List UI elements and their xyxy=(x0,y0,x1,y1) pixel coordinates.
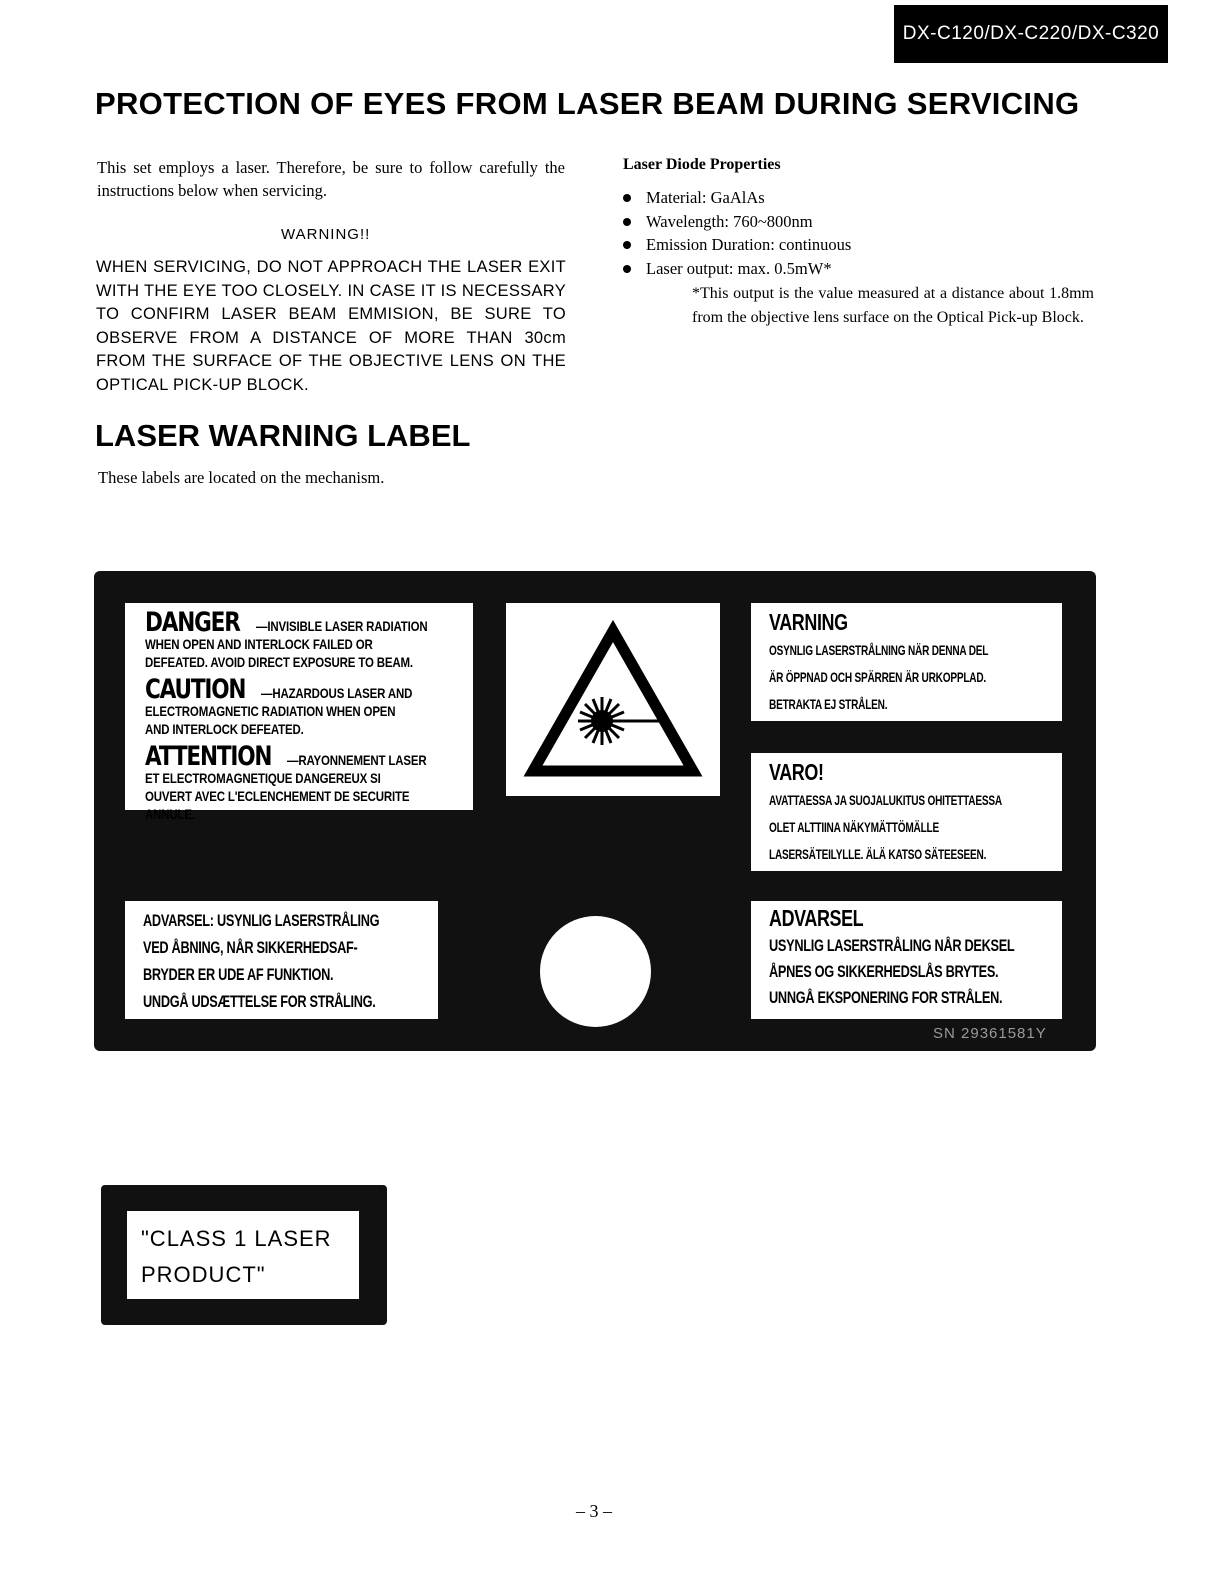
caution-lead: —HAZARDOUS LASER AND xyxy=(260,685,413,701)
advarsel-no-line: UNNGÅ EKSPONERING FOR STRÅLEN. xyxy=(769,988,1003,1007)
list-item: Laser output: max. 0.5mW* xyxy=(622,257,1102,281)
page-number: – 3 – xyxy=(576,1501,612,1521)
laser-warning-icon xyxy=(506,603,720,796)
class-label-inner xyxy=(127,1211,359,1299)
model-number-badge: DX-C120/DX-C220/DX-C320 xyxy=(894,5,1168,63)
bullet-icon xyxy=(623,241,631,249)
caution-line: ELECTROMAGNETIC RADIATION WHEN OPEN xyxy=(145,703,396,719)
attention-line: ET ELECTROMAGNETIQUE DANGEREUX SI xyxy=(145,770,381,786)
class-1-laser-label xyxy=(101,1185,387,1325)
section-title: LASER WARNING LABEL xyxy=(95,418,471,453)
bullet-icon xyxy=(623,218,631,226)
danger-line: WHEN OPEN AND INTERLOCK FAILED OR xyxy=(145,636,373,652)
danger-lead: —INVISIBLE LASER RADIATION xyxy=(255,618,428,634)
varning-line: BETRAKTA EJ STRÅLEN. xyxy=(769,696,888,712)
danger-word: DANGER xyxy=(145,607,240,638)
advarsel-norwegian-box xyxy=(751,901,1062,1019)
varning-line: OSYNLIG LASERSTRÅLNING NÄR DENNA DEL xyxy=(769,642,989,658)
laser-properties-list xyxy=(622,186,1102,280)
list-item: Material: GaAlAs xyxy=(622,186,1102,210)
bullet-icon xyxy=(623,194,631,202)
attention-lead: —RAYONNEMENT LASER xyxy=(287,752,427,768)
laser-hazard-symbol xyxy=(506,603,720,796)
advarsel-no-heading: ADVARSEL xyxy=(769,905,864,931)
laser-properties-heading: Laser Diode Properties xyxy=(623,156,781,173)
varo-line: AVATTAESSA JA SUOJALUKITUS OHITETTAESSA xyxy=(769,792,1002,808)
page-title: PROTECTION OF EYES FROM LASER BEAM DURING SERVICING xyxy=(95,86,1080,121)
attention-line: OUVERT AVEC L'ECLENCHEMENT DE SECURITE xyxy=(145,788,410,804)
list-item: Emission Duration: continuous xyxy=(622,233,1102,257)
danger-line: DEFEATED. AVOID DIRECT EXPOSURE TO BEAM. xyxy=(145,654,413,670)
advarsel-danish-box xyxy=(125,901,438,1019)
labels-location-note: These labels are located on the mechanism. xyxy=(98,468,385,487)
serial-number: SN 29361581Y xyxy=(933,1025,1047,1042)
advarsel-dk-line: BRYDER ER UDE AF FUNKTION. xyxy=(143,965,334,984)
warning-paragraph: WHEN SERVICING, DO NOT APPROACH THE LASER EXIT WITH THE EYE TOO CLOSELY. IN CASE IT IS NECESSARY TO CONFIRM LASER BEAM EMMISION, BE SURE TO OBSERVE FROM A DISTANCE OF MORE THAN 30cm FROM THE SURFACE OF THE OBJECTIVE LENS ON THE OPTICAL PICK-UP BLOCK. xyxy=(96,258,566,394)
class-label-line: PRODUCT" xyxy=(141,1262,266,1287)
advarsel-dk-line: UNDGÅ UDSÆTTELSE FOR STRÅLING. xyxy=(143,992,376,1011)
advarsel-no-line: ÅPNES OG SIKKERHEDSLÅS BRYTES. xyxy=(769,962,999,981)
varning-heading: VARNING xyxy=(769,609,848,635)
label-circle-marker xyxy=(540,916,651,1027)
intro-paragraph: This set employs a laser. Therefore, be sure to follow carefully the instructions below when servicing. xyxy=(97,158,565,200)
advarsel-no-line: USYNLIG LASERSTRÅLING NÅR DEKSEL xyxy=(769,936,1015,955)
varo-box xyxy=(751,753,1062,871)
danger-caution-attention-box xyxy=(125,603,473,822)
advarsel-dk-line: VED ÅBNING, NÅR SIKKERHEDSAF- xyxy=(143,938,358,957)
attention-line: ANNULE. xyxy=(145,806,195,822)
bullet-icon xyxy=(623,265,631,273)
varning-box xyxy=(751,603,1062,721)
advarsel-dk-line: ADVARSEL: USYNLIG LASERSTRÅLING xyxy=(143,911,380,930)
caution-word: CAUTION xyxy=(145,674,246,705)
varo-heading: VARO! xyxy=(769,759,824,785)
laser-warning-label-panel xyxy=(94,571,1096,1051)
attention-word: ATTENTION xyxy=(145,741,272,772)
warning-heading: WARNING!! xyxy=(281,226,371,243)
varo-line: LASERSÄTEILYLLE. ÄLÄ KATSO SÄTEESEEN. xyxy=(769,846,987,862)
output-footnote: *This output is the value measured at a distance about 1.8mm from the objective lens surface on the Optical Pick-up Block. xyxy=(692,285,1094,326)
varning-line: ÄR ÖPPNAD OCH SPÄRREN ÄR URKOPPLAD. xyxy=(769,669,987,685)
class-label-line: "CLASS 1 LASER xyxy=(141,1226,332,1251)
varo-line: OLET ALTTIINA NÄKYMÄTTÖMÄLLE xyxy=(769,819,939,835)
caution-line: AND INTERLOCK DEFEATED. xyxy=(145,721,304,737)
list-item: Wavelength: 760~800nm xyxy=(622,210,1102,234)
